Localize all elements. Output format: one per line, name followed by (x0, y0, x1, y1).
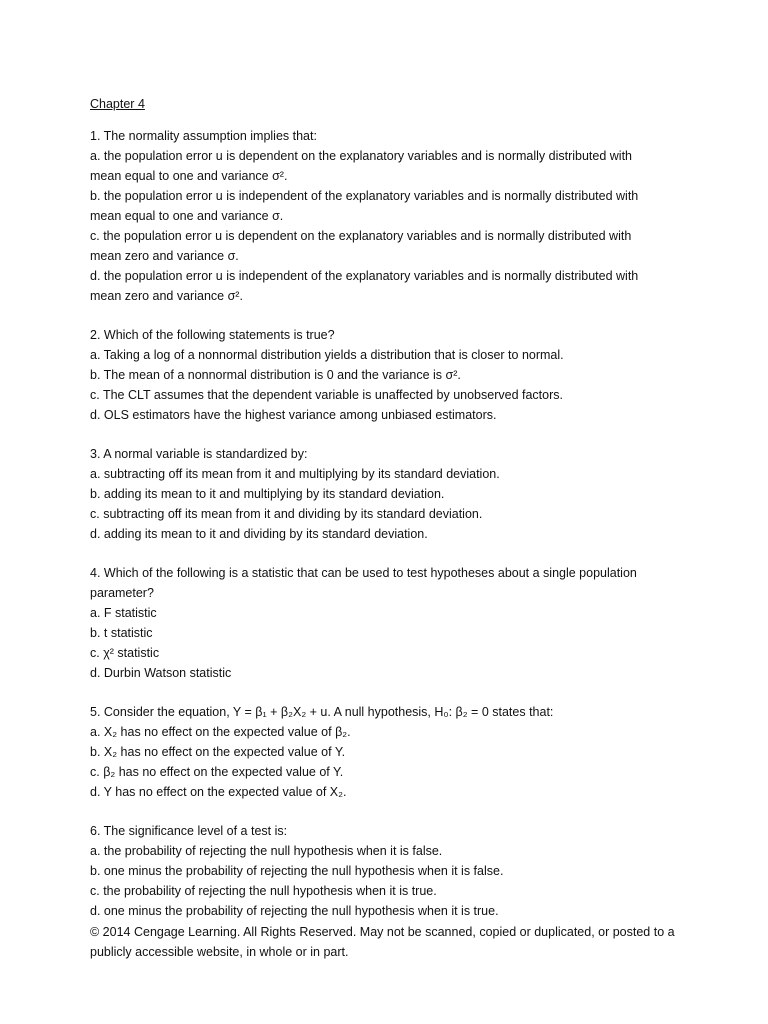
question-line: a. X₂ has no effect on the expected value of β₂. (90, 725, 351, 739)
question-line: b. the population error u is independent of the explanatory variables and is normally distributed with (90, 189, 639, 203)
question-line: b. t statistic (90, 626, 153, 640)
question-line: a. the population error u is dependent on the explanatory variables and is normally distributed with (90, 149, 632, 163)
question-2 (90, 325, 690, 425)
question-3 (90, 444, 690, 544)
question-line: a. F statistic (90, 606, 157, 620)
question-line: 1. The normality assumption implies that: (90, 129, 317, 143)
question-line: b. X₂ has no effect on the expected value of Y. (90, 745, 346, 759)
question-5 (90, 702, 690, 802)
question-line: parameter? (90, 586, 154, 600)
question-line: mean zero and variance σ². (90, 289, 243, 303)
chapter-title: Chapter 4 (90, 97, 145, 111)
copyright-line: publicly accessible website, in whole or in part. (90, 945, 349, 959)
question-line: a. the probability of rejecting the null hypothesis when it is false. (90, 844, 443, 858)
question-line: d. Durbin Watson statistic (90, 666, 232, 680)
question-line: 2. Which of the following statements is true? (90, 328, 335, 342)
question-line: a. Taking a log of a nonnormal distribution yields a distribution that is closer to normal. (90, 348, 564, 362)
question-line: b. The mean of a nonnormal distribution is 0 and the variance is σ². (90, 368, 461, 382)
question-line: d. one minus the probability of rejecting the null hypothesis when it is true. (90, 904, 499, 918)
question-line: mean equal to one and variance σ. (90, 209, 284, 223)
question-line: b. one minus the probability of rejecting the null hypothesis when it is false. (90, 864, 504, 878)
question-line: c. χ² statistic (90, 646, 160, 660)
question-line: 6. The significance level of a test is: (90, 824, 288, 838)
question-6 (90, 821, 690, 921)
question-4 (90, 563, 690, 683)
question-line: d. OLS estimators have the highest variance among unbiased estimators. (90, 408, 497, 422)
question-line: 4. Which of the following is a statistic that can be used to test hypotheses about a single population (90, 566, 637, 580)
question-line: c. subtracting off its mean from it and dividing by its standard deviation. (90, 507, 483, 521)
question-line: d. adding its mean to it and dividing by its standard deviation. (90, 527, 428, 541)
question-line: c. The CLT assumes that the dependent variable is unaffected by unobserved factors. (90, 388, 563, 402)
question-line: d. Y has no effect on the expected value of X₂. (90, 785, 347, 799)
question-line: c. the probability of rejecting the null hypothesis when it is true. (90, 884, 437, 898)
question-line: b. adding its mean to it and multiplying by its standard deviation. (90, 487, 445, 501)
question-line: mean zero and variance σ. (90, 249, 239, 263)
question-1 (90, 126, 690, 306)
question-line: d. the population error u is independent of the explanatory variables and is normally distributed with (90, 269, 639, 283)
question-line: 3. A normal variable is standardized by: (90, 447, 308, 461)
question-line: c. the population error u is dependent on the explanatory variables and is normally distributed with (90, 229, 632, 243)
question-line: 5. Consider the equation, Y = β₁ + β₂X₂ + u. A null hypothesis, H₀: β₂ = 0 states that: (90, 705, 554, 719)
question-line: mean equal to one and variance σ². (90, 169, 288, 183)
document-page (90, 94, 690, 962)
copyright-line: © 2014 Cengage Learning. All Rights Reserved. May not be scanned, copied or duplicated, or posted to a (90, 925, 675, 939)
question-line: a. subtracting off its mean from it and multiplying by its standard deviation. (90, 467, 500, 481)
copyright-notice (90, 922, 690, 962)
question-line: c. β₂ has no effect on the expected value of Y. (90, 765, 344, 779)
